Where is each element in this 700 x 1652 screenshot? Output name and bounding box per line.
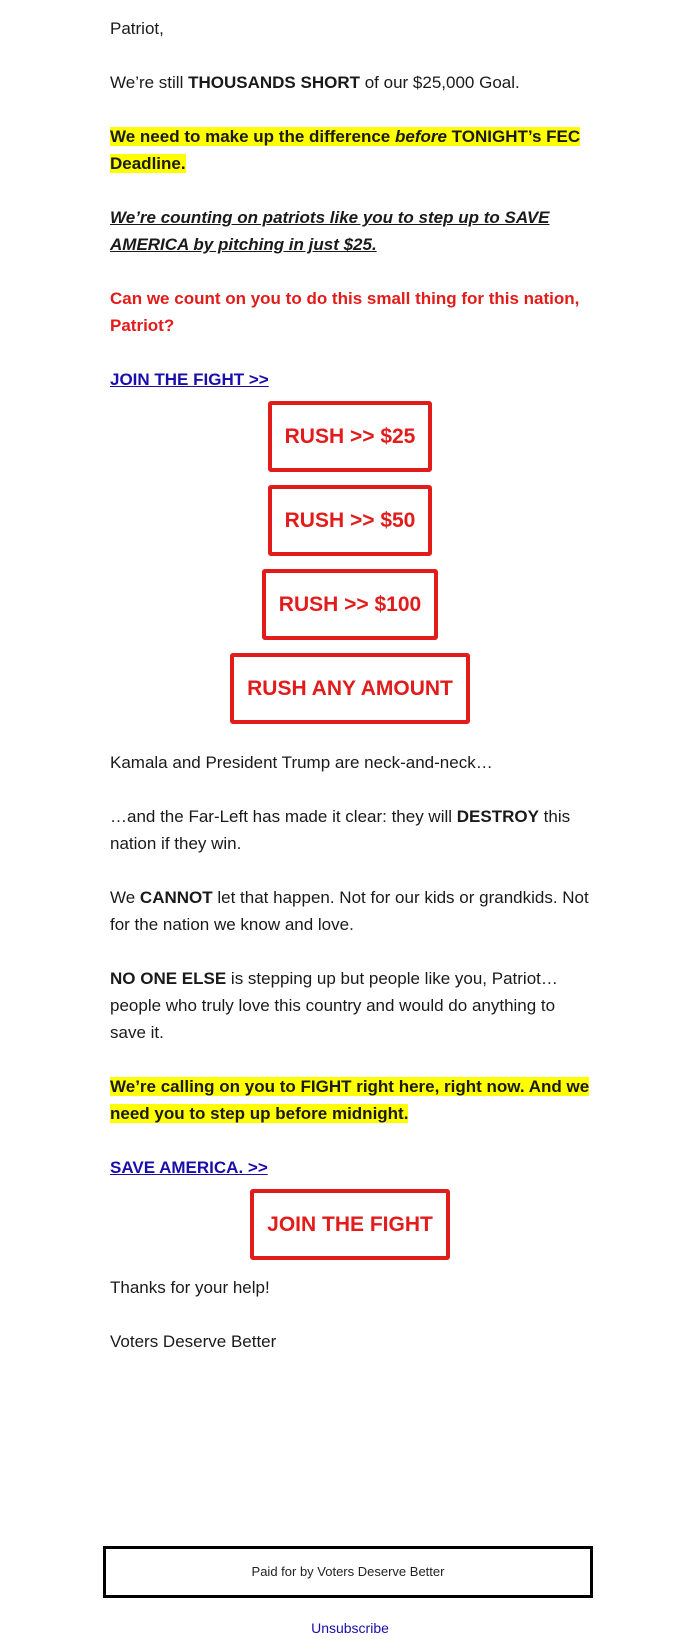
cannot-text-post: let that happen. Not for our kids or grandkids. Not for the nation we know and love.: [110, 888, 589, 934]
paragraph-deadline: [110, 123, 590, 177]
paragraph-question: Can we count on you to do this small thing for this nation, Patriot?: [110, 289, 580, 335]
goal-text-post: of our $25,000 Goal.: [360, 73, 520, 92]
destroy-text-post: this nation if they win.: [110, 807, 571, 853]
paragraph-cannot: [110, 884, 590, 938]
counting-text: We’re counting on patriots like you to step up to SAVE AMERICA by pitching in just $25.: [110, 208, 550, 254]
rush-any-amount-button[interactable]: RUSH ANY AMOUNT: [230, 653, 470, 724]
cannot-text-bold: CANNOT: [139, 888, 213, 907]
rush-50-button[interactable]: RUSH >> $50: [268, 485, 433, 556]
unsubscribe-link[interactable]: Unsubscribe: [311, 1620, 389, 1636]
paragraph-counting: [110, 204, 590, 258]
join-fight-link[interactable]: JOIN THE FIGHT >>: [110, 370, 269, 389]
thanks-text: Thanks for your help!: [110, 1278, 270, 1297]
paragraph-goal: [110, 69, 590, 96]
unsubscribe-row: [0, 1620, 700, 1636]
rush-100-button[interactable]: RUSH >> $100: [262, 569, 438, 640]
deadline-text-italic: before: [394, 127, 447, 146]
save-america-link-row: [110, 1154, 590, 1181]
greeting: Patriot,: [110, 19, 164, 38]
cannot-text-pre: We: [110, 888, 140, 907]
paragraph-no-one-else: [110, 965, 590, 1046]
no-one-else-bold: NO ONE ELSE: [110, 969, 227, 988]
goal-text-pre: We’re still: [110, 73, 189, 92]
paragraph-fight: [110, 1073, 590, 1127]
destroy-text-pre: …and the Far-Left has made it clear: they will: [110, 807, 457, 826]
join-fight-button-row: [110, 1189, 590, 1264]
no-one-else-text: is stepping up but people like you, Patriot… people who truly love this country and would do anything to save it.: [110, 969, 558, 1042]
paragraph-neck-and-neck: Kamala and President Trump are neck-and-neck…: [110, 753, 493, 772]
paid-for-text: Paid for by Voters Deserve Better: [251, 1564, 445, 1579]
signature: Voters Deserve Better: [110, 1332, 277, 1351]
deadline-text-1: We need to make up the difference: [110, 127, 395, 146]
join-fight-link-row: [110, 366, 590, 393]
goal-text-bold: THOUSANDS SHORT: [188, 73, 360, 92]
email-body: [110, 15, 590, 1382]
join-fight-button[interactable]: JOIN THE FIGHT: [250, 1189, 450, 1260]
deadline-text-2: TONIGHT’s FEC Deadline.: [110, 127, 581, 173]
fight-highlight: We’re calling on you to FIGHT right here, right now. And we need you to step up before midnight.: [110, 1077, 590, 1123]
rush-25-button[interactable]: RUSH >> $25: [268, 401, 433, 472]
donation-buttons: [110, 401, 590, 737]
paragraph-destroy: [110, 803, 590, 857]
paid-for-box: [103, 1546, 593, 1598]
save-america-link[interactable]: SAVE AMERICA. >>: [110, 1158, 268, 1177]
deadline-highlight: [110, 127, 580, 173]
destroy-text-bold: DESTROY: [456, 807, 539, 826]
